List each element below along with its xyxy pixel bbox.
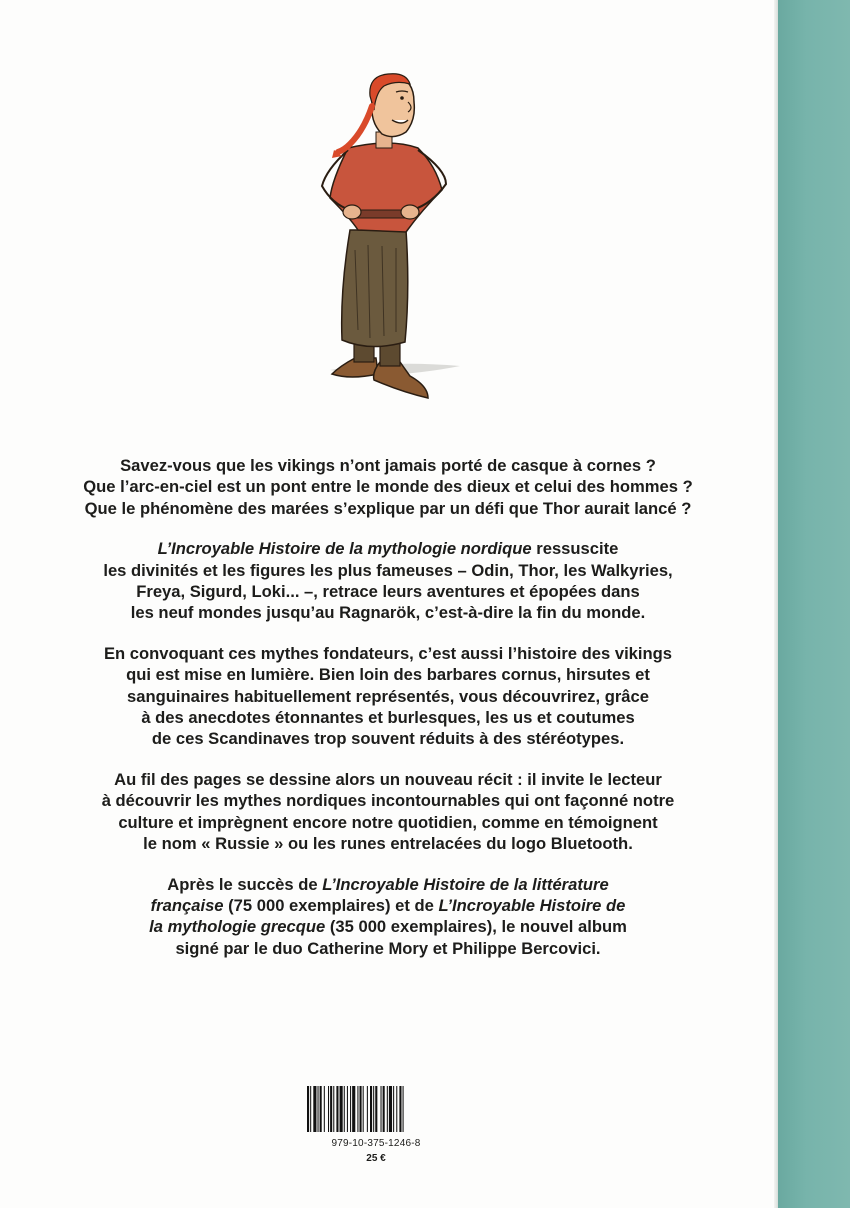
blurb-line: les neuf mondes jusqu’au Ragnarök, c’est-à-dire la fin du monde. (130, 603, 646, 623)
barcode-bar (387, 1086, 388, 1132)
barcode-bar (389, 1086, 392, 1132)
blurb-paragraph-summary (60, 538, 716, 624)
barcode-bar (403, 1086, 404, 1132)
barcode-bar (347, 1086, 348, 1132)
blurb-text: ressuscite (531, 539, 619, 559)
book-spine (778, 0, 850, 1208)
blurb-line: Que l’arc-en-ciel est un pont entre le monde des dieux et celui des hommes ? (83, 477, 693, 497)
blurb-line: Que le phénomène des marées s’explique par un défi que Thor aurait lancé ? (84, 498, 692, 518)
barcode-bar (320, 1086, 322, 1132)
blurb-line: En convoquant ces mythes fondateurs, c’est aussi l’histoire des vikings (103, 643, 673, 663)
back-cover-blurb (60, 455, 716, 978)
viking-character-illustration (310, 70, 470, 410)
blurb-paragraph-narrative (60, 769, 716, 855)
barcode-bar (333, 1086, 334, 1132)
blurb-line: Freya, Sigurd, Loki... –, retrace leurs aventures et épopées dans (136, 582, 640, 602)
barcode-bar (367, 1086, 368, 1132)
blurb-text: (75 000 exemplaires) et de (223, 895, 439, 915)
blurb-paragraph-questions (60, 455, 716, 519)
barcode-bar (399, 1086, 401, 1132)
barcode-bar (396, 1086, 397, 1132)
barcode-bar (310, 1086, 311, 1132)
barcode-bar (328, 1086, 329, 1132)
barcode-bar (360, 1086, 362, 1132)
blurb-line: de ces Scandinaves trop souvent réduits à des stéréotypes. (151, 729, 625, 749)
blurb-line: à des anecdotes étonnantes et burlesques, les us et coutumes (141, 708, 635, 728)
barcode-bar (373, 1086, 374, 1132)
book-title: L’Incroyable Histoire de (438, 895, 626, 915)
barcode-bar (352, 1086, 355, 1132)
blurb-line: les divinités et les figures les plus fameuses – Odin, Thor, les Walkyries, (103, 560, 673, 580)
book-title: L’Incroyable Histoire de la mythologie nordique (157, 539, 532, 559)
isbn-number: 979-10-375-1246-8 (331, 1138, 421, 1149)
barcode-bar (393, 1086, 394, 1132)
blurb-line: Savez-vous que les vikings n’ont jamais porté de casque à cornes ? (120, 456, 656, 475)
blurb-line: sanguinaires habituellement représentés, vous découvrirez, grâce (127, 686, 649, 706)
barcode-bar (307, 1086, 309, 1132)
barcode-bar (330, 1086, 332, 1132)
blurb-line: à découvrir les mythes nordiques incontournables qui ont façonné notre (101, 791, 675, 811)
book-title: la mythologie grecque (149, 917, 326, 937)
blurb-line: le nom « Russie » ou les runes entrelacées du logo Bluetooth. (143, 834, 633, 854)
blurb-line: Au fil des pages se dessine alors un nouveau récit : il invite le lecteur (114, 769, 662, 789)
blurb-text: Après le succès de (167, 874, 323, 894)
barcode-bar (324, 1086, 325, 1132)
barcode (305, 1086, 447, 1132)
barcode-bar (363, 1086, 364, 1132)
barcode-bar (318, 1086, 319, 1132)
blurb-line: qui est mise en lumière. Bien loin des barbares cornus, hirsutes et (126, 665, 650, 685)
barcode-bar (357, 1086, 358, 1132)
blurb-paragraph-previous-success (60, 874, 716, 960)
barcode-bar (381, 1086, 382, 1132)
barcode-bar (383, 1086, 385, 1132)
price-label: 25 € (366, 1153, 386, 1164)
barcode-bar (375, 1086, 377, 1132)
blurb-line: culture et imprègnent encore notre quotidien, comme en témoignent (118, 812, 658, 832)
barcode-bar (370, 1086, 372, 1132)
book-title: française (150, 895, 224, 915)
barcode-bar (340, 1086, 343, 1132)
barcode-bar (344, 1086, 345, 1132)
barcode-bar (336, 1086, 338, 1132)
barcode-bar (350, 1086, 351, 1132)
book-title: L’Incroyable Histoire de la littérature (322, 874, 609, 894)
blurb-paragraph-vikings (60, 643, 716, 750)
blurb-line: signé par le duo Catherine Mory et Philippe Bercovici. (175, 938, 601, 958)
blurb-text: (35 000 exemplaires), le nouvel album (325, 917, 627, 937)
barcode-bar (313, 1086, 316, 1132)
